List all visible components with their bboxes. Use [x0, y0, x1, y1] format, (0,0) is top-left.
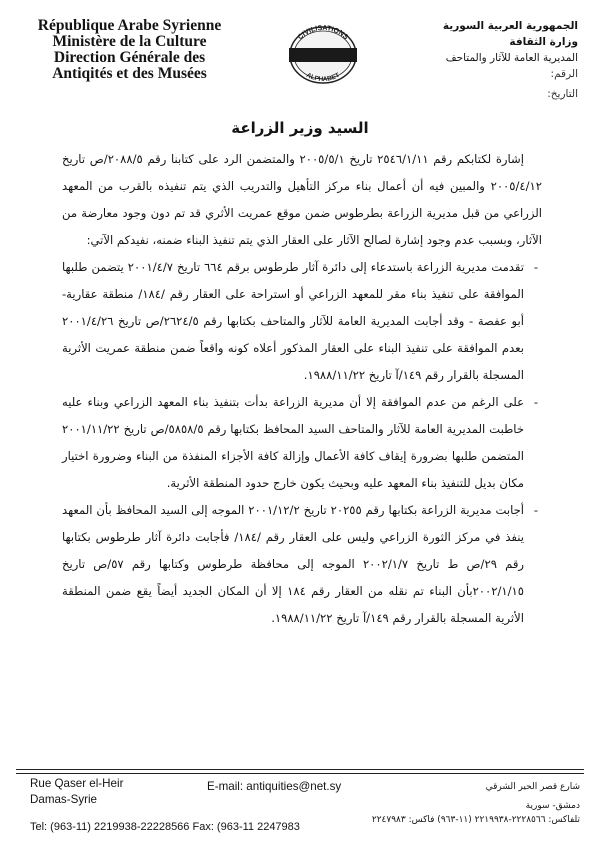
letterhead-ar-line: المديرية العامة للآثار والمتاحف [445, 52, 578, 64]
footer-ar-address-line: شارع قصر الحير الشرقي [485, 782, 580, 792]
list-item: - على الرغم من عدم الموافقة إلا أن مديرية الزراعة بدأت بتنفيذ بناء المعهد الزراعي وبناء عليه خاطبت المديرية العامة للآثار والمتاحف السيد المحافظ بكتابها رقم ٥٨٥٨/٥/ص تاريخ ٢٠٠١/١١/٢٢ المتضمن طلبها بضرورة إيقاف كافة الأعمال وإزالة كافة الأجزاء المنفذة من البناء وضرورة اختيار مكان بديل للتنفيذ بناء المعهد عليه وبحيث يكون خارج حدود المنطقة الأثرية. [62, 389, 524, 497]
footer-ar-phone-fax: تلفاكس: ٢٢٢٨٥٦٦-٢٢١٩٩٣٨ (١١-٩٦٣) فاكس: ٢٢٤٧٩٨٣ [371, 815, 580, 825]
directorate-logo [283, 24, 363, 86]
letterhead-ar-line: وزارة الثقافة [509, 36, 578, 48]
points-list [62, 254, 542, 632]
footer-phone-fax: Tel: (963-11) 2219938-22228566 Fax: (963-11 2247983 [30, 821, 300, 833]
reference-number-label: الرقم: [550, 68, 578, 80]
letterhead-fr-line: Ministère de la Culture [52, 33, 207, 50]
footer-email: E-mail: antiquities@net.sy [207, 780, 342, 793]
footer-divider [16, 769, 584, 770]
letterhead-fr-line: Antiqités et des Musées [52, 65, 207, 82]
letterhead-arabic [378, 18, 578, 102]
letter-body [62, 146, 542, 632]
footer-divider [16, 773, 584, 774]
list-item: - تقدمت مديرية الزراعة باستدعاء إلى دائرة آثار طرطوس برقم ٦٦٤ تاريخ ٢٠٠١/٤/٧ يتضمن طلبها الموافقة على تنفيذ بناء مقر للمعهد الزراعي أو استراحة على العقار رقم /١٨٤/ منطقة عقارية- أبو عفصة - وقد أجابت المديرية العامة للآثار والمتاحف بكتابها رقم ٢٦٢٤/٥/ص تاريخ ٢٠٠١/٤/٢٦ بعدم الموافقة على تنفيذ البناء على العقار المذكور أعلاه كونه واقعاً ضمن منطقة عمريت الأثرية المسجلة بالقرار رقم ١٤٩/آ تاريخ ١٩٨٨/١١/٢٢. [62, 254, 524, 389]
salutation: السيد وزير الزراعة [231, 119, 369, 137]
list-item: - أجابت مديرية الزراعة بكتابها رقم ٢٠٢٥٥ تاريخ ٢٠٠١/١٢/٢ الموجه إلى السيد المحافظ بأن المعهد ينفذ في مركز الثورة الزراعي وليس على العقار رقم /١٨٤/ فأجابت دائرة آثار طرطوس بكتابها رقم ٢٩/ص ط تاريخ ٢٠٠٢/١/٧ الموجه إلى محافظة طرطوس وكتابها رقم ٥٧/ص تاريخ ٢٠٠٢/١/١٥بأن البناء تم نقله من العقار رقم ١٨٤ إلا أن المكان الجديد أيضاً يقع ضمن المنطقة الأثرية المسجلة بالقرار رقم ١٤٩/آ تاريخ ١٩٨٨/١١/٢٢. [62, 497, 524, 632]
date-label: التاريخ: [547, 88, 578, 100]
footer-address-french [30, 776, 123, 808]
footer-ar-address-line: دمشق- سورية [525, 801, 580, 811]
footer-address-arabic [430, 778, 580, 816]
intro-paragraph: إشارة لكتابكم رقم ٢٥٤٦/١/١١ تاريخ ٢٠٠٥/٥/١ والمتضمن الرد على كتابنا رقم ٢٠٨٨/٥/ص تاريخ ٢٠٠٥/٤/١٢ والمبين فيه أن أعمال بناء مركز التأهيل والتدريب الذي يتم تنفيذه بالقرب من المعهد الزراعي من قبل مديرية الزراعة بطرطوس ضمن موقع عمريت الأثري قد تم دون وجود معارضة من الآثار، وبسبب عدم وجود إشارة لصالح الآثار على العقار الذي يتم تنفيذ البناء ضمنه، نفيدكم الآتي: [62, 152, 542, 247]
logo-text-bottom: ALPHABET [305, 71, 341, 84]
footer-address-line: Damas-Syrie [30, 793, 97, 806]
logo-text-top: CIVILISATIONS [296, 24, 350, 42]
letterhead-ar-line: الجمهورية العربية السورية [442, 20, 578, 32]
footer-address-line: Rue Qaser el-Heir [30, 777, 124, 790]
letterhead-french [22, 18, 237, 82]
letterhead-fr-line: République Arabe Syrienne [37, 17, 222, 34]
letterhead-fr-line: Direction Générale des [53, 49, 206, 66]
